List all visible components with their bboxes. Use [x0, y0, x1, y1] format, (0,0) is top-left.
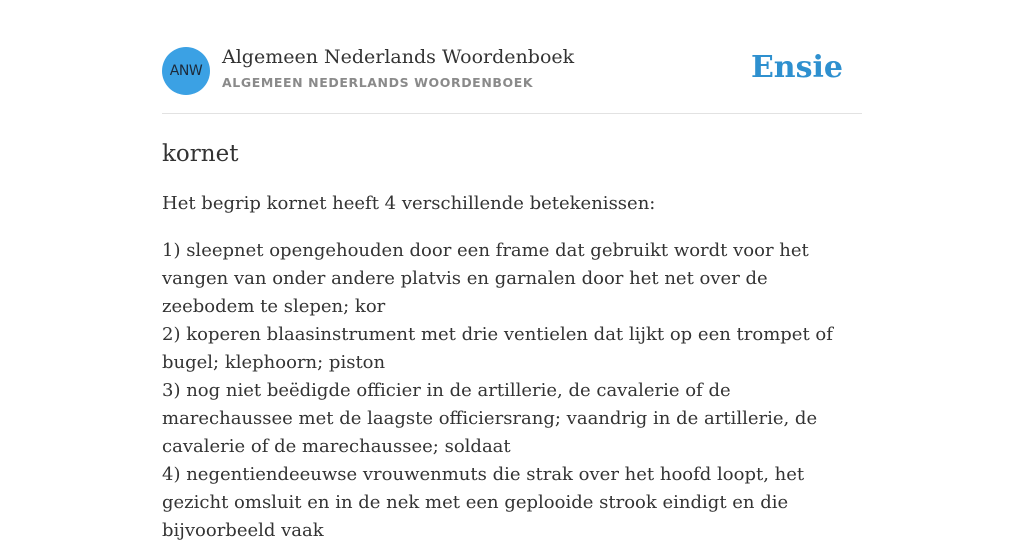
entry-intro: Het begrip kornet heeft 4 verschillende betekenissen:: [162, 193, 656, 214]
meaning-item: 3) nog niet beëdigde officier in de artillerie, de cavalerie of de marechaussee met de laagste officiersrang; vaandrig in de artillerie, de cavalerie of de marechaussee; soldaat: [162, 380, 818, 457]
ensie-logo-link[interactable]: Ensie: [750, 50, 843, 85]
page: [162, 0, 862, 545]
dictionary-title[interactable]: Algemeen Nederlands Woordenboek: [222, 46, 575, 68]
entry-word: kornet: [162, 141, 239, 167]
meaning-item: 1) sleepnet opengehouden door een frame dat gebruikt wordt voor het vangen van onder andere platvis en garnalen door het net over de zeebodem te slepen; kor: [162, 240, 809, 317]
meaning-item: 4) negentiendeeuwse vrouwenmuts die strak over het hoofd loopt, het gezicht omsluit en in de nek met een geplooide strook eindigt en die bijvoorbeeld vaak: [162, 464, 805, 541]
site-header: [162, 0, 862, 114]
meaning-item: 2) koperen blaasinstrument met drie ventielen dat lijkt op een trompet of bugel; klephoorn; piston: [162, 324, 833, 373]
anw-logo[interactable]: ANW: [162, 47, 210, 95]
meanings-list: [162, 237, 862, 545]
dictionary-subtitle: ALGEMEEN NEDERLANDS WOORDENBOEK: [222, 75, 534, 90]
